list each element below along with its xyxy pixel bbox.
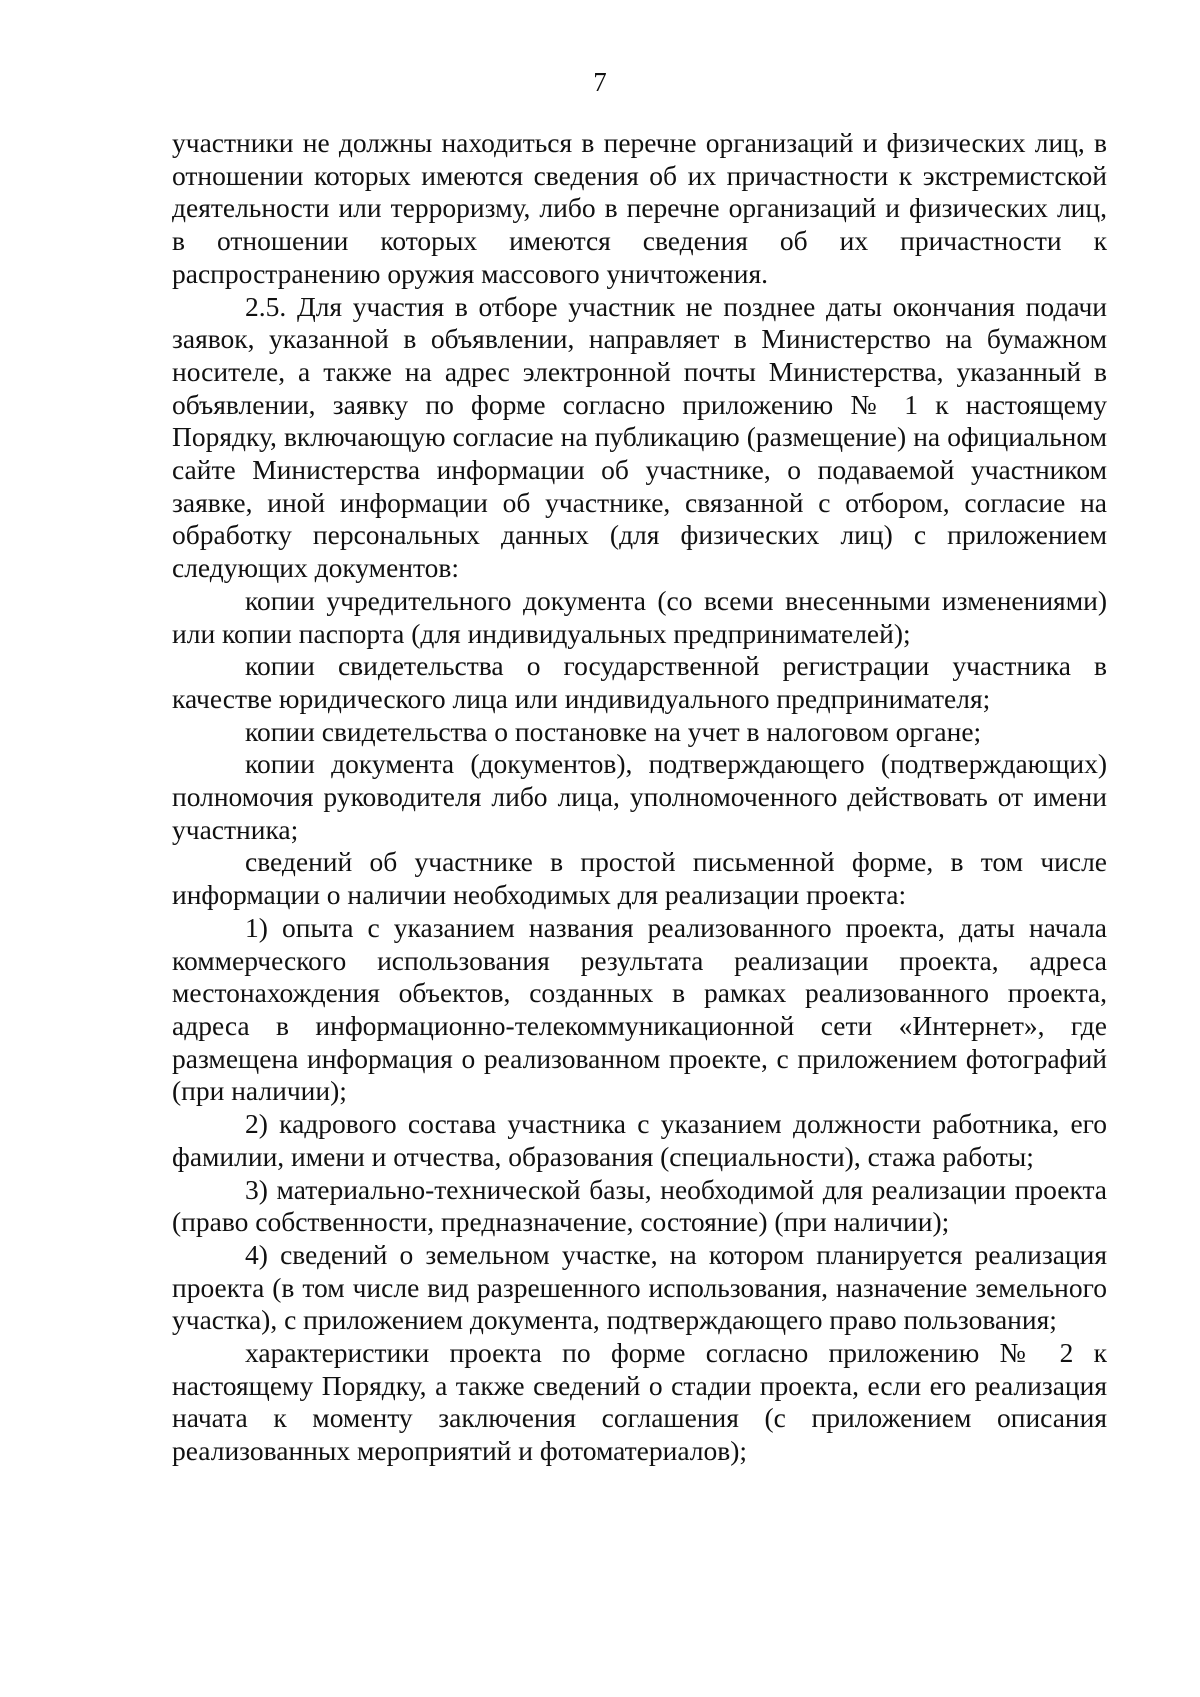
list-item-material-base: 3) материально-технической базы, необходимой для реализации проекта (право собственности, предназначение, состояние) (при наличии); (172, 1173, 1107, 1238)
paragraph-participants-requirement: участники не должны находиться в перечне организаций и физических лиц, в отношении которых имеются сведения об их причастности к экстремистской деятельности или терроризму, либо в перечне организаций и физических лиц, в отношении которых имеются сведения об их причастности к распространению оружия массового уничтожения. (172, 127, 1107, 289)
list-item-founding-document: копии учредительного документа (со всеми внесенными изменениями) или копии паспорта (для индивидуальных предпринимателей); (172, 584, 1107, 649)
document-body (172, 127, 1107, 1468)
list-item-experience: 1) опыта с указанием названия реализованного проекта, даты начала коммерческого использования результата реализации проекта, адреса местонахождения объектов, созданных в рамках реализованного проекта, адреса в информационно-телекоммуникационной сети «Интернет», где размещена информация о реализованном проекте, с приложением фотографий (при наличии); (172, 911, 1107, 1107)
list-item-land-plot: 4) сведений о земельном участке, на котором планируется реализация проекта (в том числе вид разрешенного использования, назначение земельного участка), с приложением документа, подтверждающего право пользования; (172, 1238, 1107, 1336)
list-item-tax-registration: копии свидетельства о постановке на учет в налоговом органе; (245, 715, 982, 747)
list-item-authority-documents: копии документа (документов), подтверждающего (подтверждающих) полномочия руководителя либо лица, уполномоченного действовать от имени участника; (172, 748, 1107, 845)
list-item-registration-certificate: копии свидетельства о государственной регистрации участника в качестве юридического лица или индивидуального предпринимателя; (172, 650, 1107, 714)
paragraph-2-5: 2.5. Для участия в отборе участник не позднее даты окончания подачи заявок, указанной в объявлении, направляет в Министерство на бумажном носителе, а также на адрес электронной почты Министерства, указанный в объявлении, заявку по форме согласно приложению № 1 к настоящему Порядку, включающую согласие на публикацию (размещение) на официальном сайте Министерства информации об участнике, о подаваемой участником заявке, иной информации об участнике, связанной с отбором, согласие на обработку персональных данных (для физических лиц) с приложением следующих документов: (172, 290, 1107, 584)
list-item-staff: 2) кадрового состава участника с указанием должности работника, его фамилии, имени и отчества, образования (специальности), стажа работы; (172, 1108, 1107, 1172)
list-item-participant-info: сведений об участнике в простой письменной форме, в том числе информации о наличии необходимых для реализации проекта: (172, 846, 1107, 911)
page-number: 7 (593, 67, 607, 97)
list-item-project-characteristics: характеристики проекта по форме согласно приложению № 2 к настоящему Порядку, а также сведений о стадии проекта, если его реализация начата к моменту заключения соглашения (с приложением описания реализованных мероприятий и фотоматериалов); (172, 1337, 1107, 1467)
